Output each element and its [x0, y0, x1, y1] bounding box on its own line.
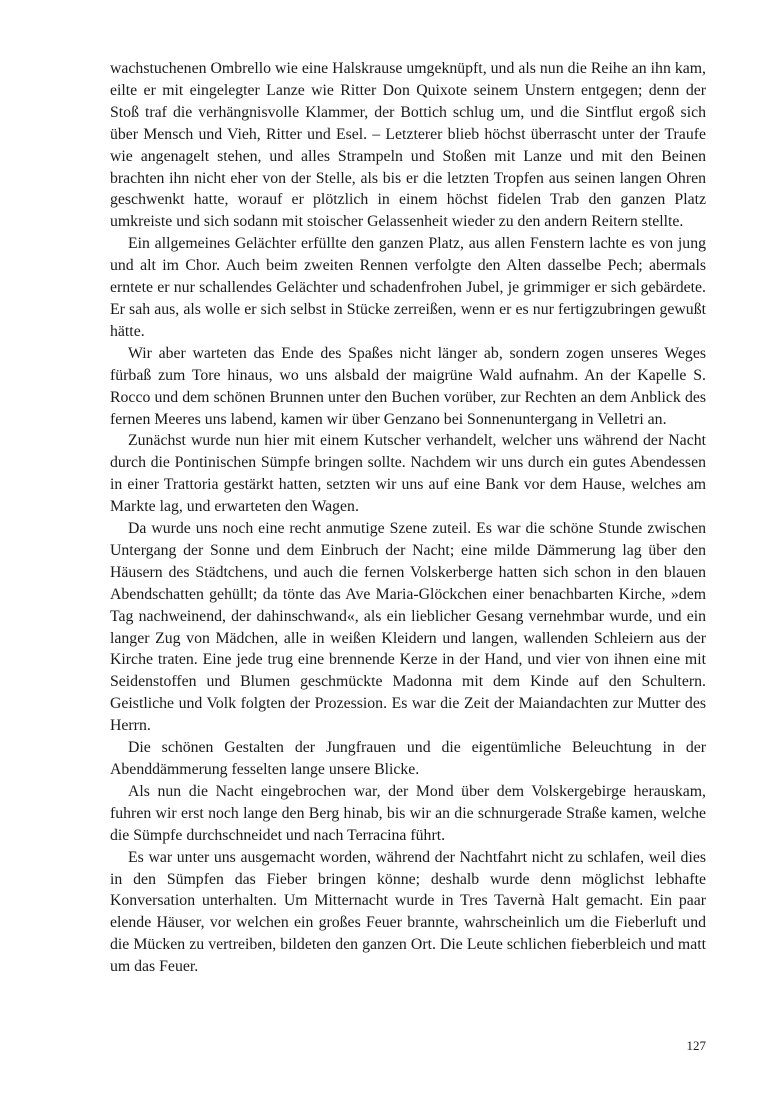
paragraph: Wir aber warteten das Ende des Spaßes nicht länger ab, sondern zogen unseres Weges fürbaß zum Tore hinaus, wo uns alsbald der maigrüne Wald aufnahm. An der Kapelle S. Rocco und dem schönen Brunnen unter den Buchen vorüber, zur Rechten an dem Anblick des fernen Meeres uns labend, kamen wir über Genzano bei Sonnenuntergang in Velletri an. — [110, 344, 706, 428]
paragraph: Da wurde uns noch eine recht anmutige Szene zuteil. Es war die schöne Stunde zwischen Untergang der Sonne und dem Einbruch der Nacht; eine milde Dämmerung lag über den Häusern des Städtchens, und auch die fernen Volskerberge hatten sich schon in den blauen Abendschatten gehüllt; da tönte das Ave Maria-Glöckchen einer benachbarten Kirche, »dem Tag nachweinend, der dahinschwand«, als ein lieblicher Gesang vernehmbar wurde, und ein langer Zug von Mädchen, alle in weißen Kleidern und langen, wallenden Schleiern aus der Kirche traten. Eine jede trug eine brennende Kerze in der Hand, und vier von ihnen eine mit Seidenstoffen und Blumen geschmückte Madonna mit dem Kinde auf den Schultern. Geistliche und Volk folgten der Prozession. Es war die Zeit der Maiandachten zur Mutter des Herrn. — [110, 520, 706, 735]
body-text — [110, 58, 706, 978]
paragraph: Die schönen Gestalten der Jungfrauen und die eigentümliche Beleuchtung in der Abenddämmerung fesselten lange unsere Blicke. — [110, 739, 706, 778]
paragraph: Ein allgemeines Gelächter erfüllte den ganzen Platz, aus allen Fenstern lachte es von jung und alt im Chor. Auch beim zweiten Rennen verfolgte den Alten dasselbe Pech; abermals erntete er nur schallendes Gelächter und schadenfrohen Jubel, je grimmiger er sich gebärdete. Er sah aus, als wolle er sich selbst in Stücke zerreißen, wenn er es nur fertigzubringen gewußt hätte. — [110, 235, 706, 340]
paragraph: Zunächst wurde nun hier mit einem Kutscher verhandelt, welcher uns während der Nacht durch die Pontinischen Sümpfe bringen sollte. Nachdem wir uns durch ein gutes Abendessen in einer Trattoria gestärkt hatten, setzten wir uns auf eine Bank vor dem Hause, welches am Markte lag, und erwarteten den Wagen. — [110, 432, 706, 516]
paragraph-continued: wachstuchenen Ombrello wie eine Halskrause umgeknüpft, und als nun die Reihe an ihn kam, eilte er mit eingelegter Lanze wie Ritter Don Quixote seinem Unstern entgegen; denn der Stoß traf die verhängnisvolle Klammer, der Bottich schlug um, und die Sintflut ergoß sich über Mensch und Vieh, Ritter und Esel. – Letzterer blieb höchst überrascht unter der Traufe wie angenagelt stehen, und alles Strampeln und Stoßen mit Lanze und mit den Beinen brachten ihn nicht eher von der Stelle, als bis er die letzten Tropfen aus seinen langen Ohren geschwenkt hatte, worauf er plötzlich in einem höchst fidelen Trab den ganzen Platz umkreiste und sich sodann mit stoischer Gelassenheit wieder zu den andern Reitern stellte. — [110, 60, 706, 231]
paragraph: Es war unter uns ausgemacht worden, während der Nachtfahrt nicht zu schlafen, weil dies in den Sümpfen das Fieber bringen könne; deshalb wurde denn möglichst lebhafte Konversation unterhalten. Um Mitternacht wurde in Tres Tavernà Halt gemacht. Ein paar elende Häuser, vor welchen ein großes Feuer brannte, wahrscheinlich um die Fieberluft und die Mücken zu vertreiben, bildeten den ganzen Ort. Die Leute schlichen fieberbleich und matt um das Feuer. — [110, 848, 706, 976]
page-number: 127 — [686, 1038, 706, 1053]
paragraph: Als nun die Nacht eingebrochen war, der Mond über dem Volskergebirge herauskam, fuhren wir erst noch lange den Berg hinab, bis wir an die schnurgerade Straße kamen, welche die Sümpfe durchschneidet und nach Terracina führt. — [110, 782, 706, 844]
